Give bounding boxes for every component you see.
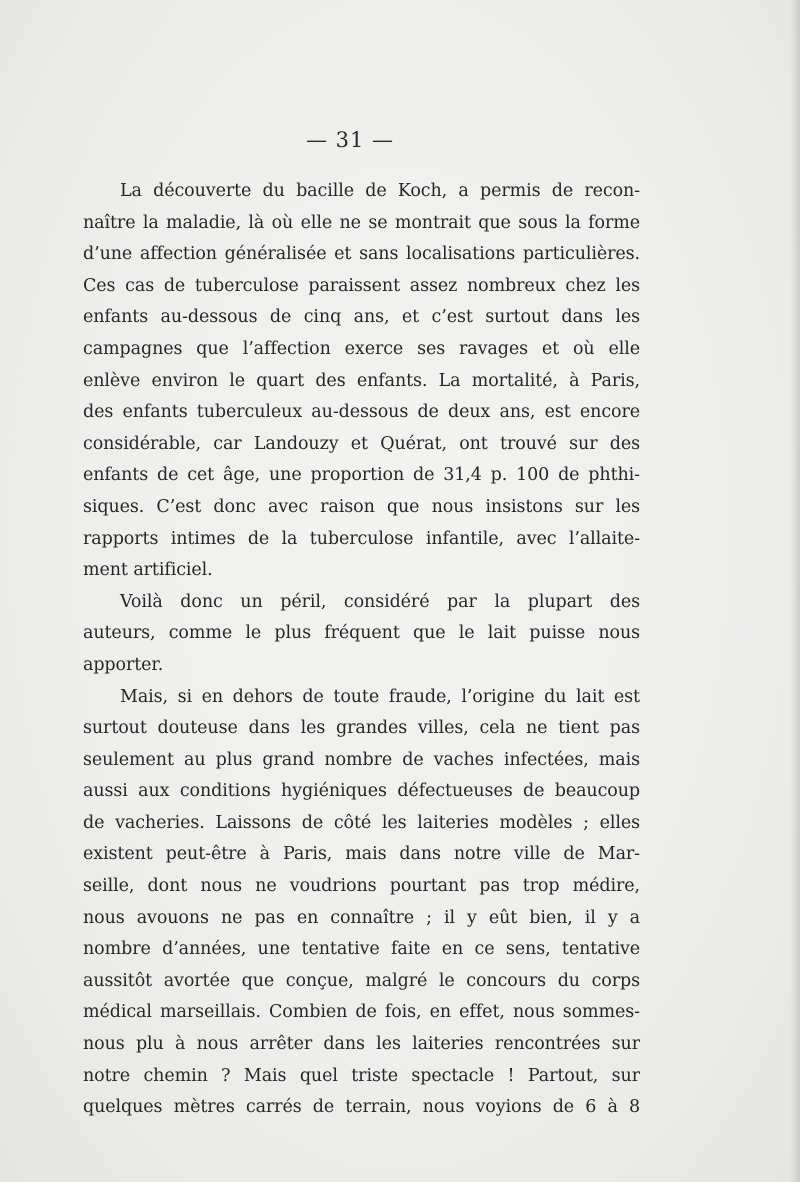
text-line: enfants de cet âge, une proportion de 31,4 p. 100 de phthi- (83, 465, 640, 486)
text-line: apporter. (83, 654, 164, 675)
text-line: considérable, car Landouzy et Quérat, ont trouvé sur des (83, 433, 640, 454)
text-line: surtout douteuse dans les grandes villes, cela ne tient pas (83, 718, 640, 739)
page-number: — 31 — (305, 128, 395, 152)
page-edge-shadow (790, 0, 800, 1182)
text-line: de vacheries. Laissons de côté les laiteries modèles ; elles (83, 812, 640, 833)
text-line: La découverte du bacille de Koch, a permis de recon- (120, 181, 640, 201)
text-line: nous avouons ne pas en connaître ; il y eût bien, il y a (83, 907, 640, 928)
text-line: seulement au plus grand nombre de vaches infectées, mais (83, 749, 640, 770)
text-line: seille, dont nous ne voudrions pourtant pas trop médire, (83, 876, 640, 897)
text-line: existent peut-être à Paris, mais dans notre ville de Mar- (83, 844, 640, 865)
text-line: auteurs, comme le plus fréquent que le lait puisse nous (83, 623, 640, 644)
body-text (83, 176, 640, 1124)
text-line: Ces cas de tuberculose paraissent assez nombreux chez les (83, 275, 640, 296)
text-line: ment artificiel. (83, 560, 213, 581)
text-line: nombre d’années, une tentative faite en ce sens, tentative (83, 939, 640, 960)
text-line: Mais, si en dehors de toute fraude, l’origine du lait est (120, 686, 640, 707)
text-line: aussitôt avortée que conçue, malgré le concours du corps (83, 970, 640, 991)
text-line: naître la maladie, là où elle ne se montrait que sous la forme (83, 212, 640, 233)
text-line: enlève environ le quart des enfants. La mortalité, à Paris, (83, 370, 640, 391)
text-line: enfants au-dessous de cinq ans, et c’est surtout dans les (83, 307, 640, 328)
text-line: médical marseillais. Combien de fois, en effet, nous sommes- (83, 1002, 640, 1023)
text-line: nous plu à nous arrêter dans les laiteries rencontrées sur (83, 1034, 640, 1055)
text-line: des enfants tuberculeux au-dessous de deux ans, est encore (83, 402, 640, 423)
text-line: aussi aux conditions hygiéniques défectueuses de beaucoup (83, 781, 640, 802)
text-line: rapports intimes de la tuberculose infantile, avec l’allaite- (83, 528, 640, 549)
text-line: d’une affection généralisée et sans localisations particulières. (83, 244, 640, 265)
text-line: quelques mètres carrés de terrain, nous voyions de 6 à 8 (83, 1097, 640, 1118)
text-line: campagnes que l’affection exerce ses ravages et où elle (83, 338, 640, 359)
text-line: Voilà donc un péril, considéré par la plupart des (120, 591, 640, 612)
text-line: siques. C’est donc avec raison que nous insistons sur les (83, 496, 640, 517)
text-line: notre chemin ? Mais quel triste spectacle ! Partout, sur (83, 1065, 640, 1086)
